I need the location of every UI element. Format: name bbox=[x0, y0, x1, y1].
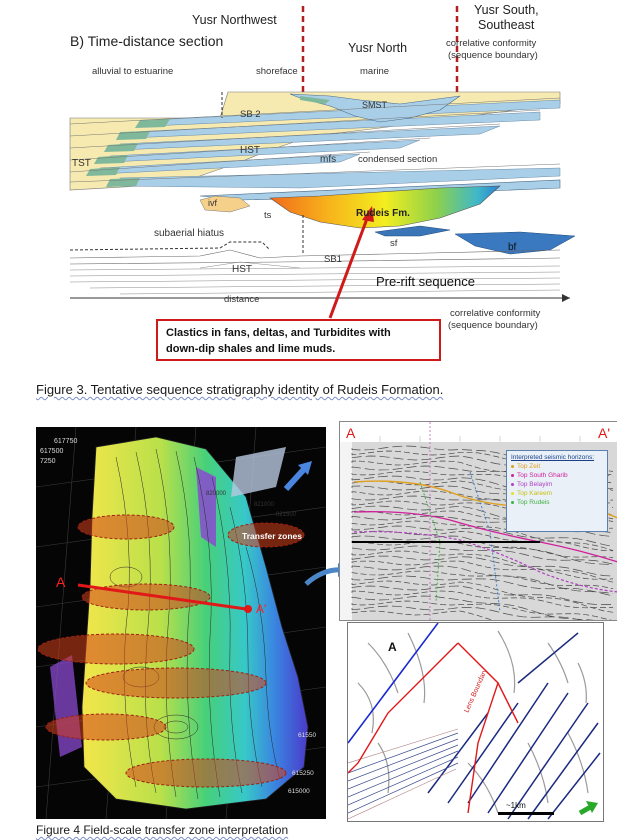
label-tst: TST bbox=[72, 158, 91, 169]
label-hst-lower: HST bbox=[232, 264, 252, 275]
horizon-name: Top South Gharib bbox=[517, 472, 568, 479]
label-subaerial-hiatus: subaerial hiatus bbox=[154, 228, 225, 239]
map-coord-61550: 61550 bbox=[298, 732, 317, 739]
label-prerift: Pre-rift sequence bbox=[376, 274, 475, 289]
horizon-legend bbox=[506, 450, 608, 532]
label-correlative-top: correlative conformity bbox=[446, 38, 537, 49]
map-coord-821000: 821000 bbox=[254, 502, 275, 508]
horizon-name: Top Rudeis bbox=[517, 499, 550, 506]
label-rudeis-fm: Rudeis Fm. bbox=[356, 208, 410, 219]
map-coord-615000: 615000 bbox=[288, 788, 310, 795]
fault-label-a: A bbox=[388, 640, 397, 654]
map-label-a-prime: A' bbox=[256, 602, 267, 616]
scale-bar-label: ~1km bbox=[506, 801, 526, 810]
fault-interpretation-map bbox=[347, 622, 604, 822]
label-bf: bf bbox=[508, 242, 517, 253]
label-sequence-boundary-bottom: (sequence boundary) bbox=[448, 320, 538, 331]
label-yusr-south: Yusr South, bbox=[474, 3, 539, 17]
map-coord-615250: 615250 bbox=[292, 770, 314, 777]
map-label-a: A bbox=[56, 574, 66, 590]
label-ts: ts bbox=[264, 210, 272, 221]
label-yusr-north: Yusr North bbox=[348, 41, 408, 55]
map-coord-617750: 617750 bbox=[54, 438, 78, 445]
horizon-legend-item bbox=[511, 489, 603, 498]
label-southeast: Southeast bbox=[478, 18, 535, 32]
label-shoreface: shoreface bbox=[256, 66, 298, 77]
horizon-name: Top Kareem bbox=[517, 490, 553, 497]
horizon-legend-title: Interpreted seismic horizons: bbox=[511, 454, 595, 461]
fault-map-svg bbox=[348, 623, 603, 821]
map-transfer-zones-label: Transfer zones bbox=[242, 531, 302, 541]
seismic-label-a: A bbox=[346, 425, 356, 441]
structure-map-3d bbox=[36, 427, 326, 819]
label-sf: sf bbox=[390, 238, 398, 249]
label-marine: marine bbox=[360, 66, 390, 77]
horizon-legend-item bbox=[511, 471, 603, 480]
callout-line-2: down-dip shales and lime muds. bbox=[166, 343, 336, 355]
seismic-section-a-a-prime bbox=[339, 421, 617, 621]
map-coord-7250: 7250 bbox=[40, 458, 56, 465]
label-sb1: SB1 bbox=[324, 254, 342, 265]
figure-3-caption: Figure 3. Tentative sequence stratigraphy identity of Rudeis Formation. bbox=[36, 382, 444, 397]
seismic-label-a-prime: A' bbox=[598, 425, 611, 441]
horizon-legend-item bbox=[511, 480, 603, 489]
sequence-stratigraphy-diagram bbox=[0, 0, 617, 370]
callout-line-1: Clastics in fans, deltas, and Turbidites with bbox=[166, 327, 391, 339]
label-condensed-section: condensed section bbox=[358, 154, 438, 165]
horizon-legend-item bbox=[511, 498, 603, 507]
label-yusr-northwest: Yusr Northwest bbox=[192, 13, 277, 27]
label-sequence-boundary-top: (sequence boundary) bbox=[448, 50, 538, 61]
lens-boundary-label: Lens Boundary bbox=[463, 667, 489, 714]
label-distance: distance bbox=[224, 294, 260, 305]
map-coord-821500: 821500 bbox=[276, 512, 297, 518]
label-correlative-bottom: correlative conformity bbox=[450, 308, 541, 319]
label-hst-upper: HST bbox=[240, 145, 260, 156]
label-sb2: SB 2 bbox=[240, 109, 261, 120]
label-ivf: ivf bbox=[208, 198, 217, 208]
horizon-name: Top Belayim bbox=[517, 481, 553, 488]
label-mfs: mfs bbox=[320, 154, 337, 165]
fig3-heading: B) Time-distance section bbox=[70, 33, 224, 49]
figure-4-caption: Figure 4 Field-scale transfer zone interpretation bbox=[36, 823, 289, 837]
label-alluvial: alluvial to estuarine bbox=[92, 66, 174, 77]
map-coord-820000: 820000 bbox=[206, 491, 227, 497]
horizon-legend-item bbox=[511, 462, 603, 471]
horizon-name: Top Zeit bbox=[517, 463, 541, 470]
map-coord-617500: 617500 bbox=[40, 448, 64, 455]
structure-map-svg bbox=[36, 427, 326, 819]
label-smst: SMST bbox=[362, 100, 388, 110]
